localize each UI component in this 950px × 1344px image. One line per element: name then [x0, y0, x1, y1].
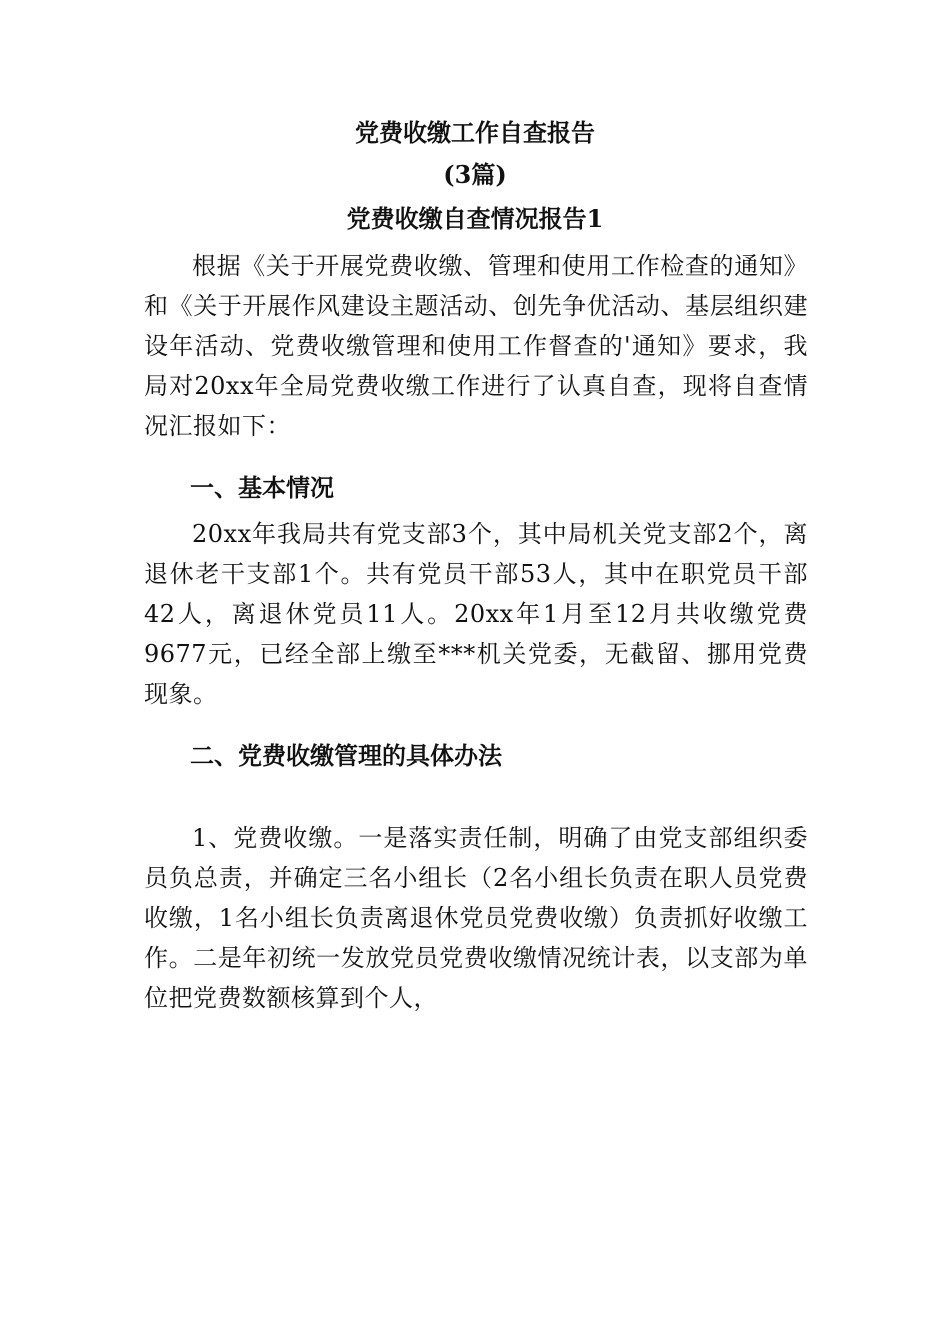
document-subtitle: (3篇): [443, 160, 507, 189]
methods-paragraph: 1、党费收缴。一是落实责任制，明确了由党支部组织委员负总责，并确定三名小组长（2名小组长负责在职人员党费收缴，1名小组长负责离退休党员党费收缴）负责抓好收缴工作。二是年初统一发放党员党费收缴情况统计表，以支部为单位把党费数额核算到个人，: [144, 824, 808, 1012]
document-title: 党费收缴工作自查报告: [355, 118, 595, 147]
basic-info-paragraph: 20xx年我局共有党支部3个，其中局机关党支部2个，离退休老干支部1个。共有党员干部53人，其中在职党员干部42人，离退休党员11人。20xx年1月至12月共收缴党费9677元，已经全部上缴至***机关党委，无截留、挪用党费现象。: [144, 520, 808, 708]
section-heading-basic-info: 一、基本情况: [190, 473, 334, 502]
intro-paragraph: 根据《关于开展党费收缴、管理和使用工作检查的通知》和《关于开展作风建设主题活动、创先争优活动、基层组织建设年活动、党费收缴管理和使用工作督查的'通知》要求，我局对20xx年全局党费收缴工作进行了认真自查，现将自查情况汇报如下：: [144, 252, 808, 440]
section-heading-methods: 二、党费收缴管理的具体办法: [190, 741, 502, 770]
report-title: 党费收缴自查情况报告1: [346, 204, 604, 233]
